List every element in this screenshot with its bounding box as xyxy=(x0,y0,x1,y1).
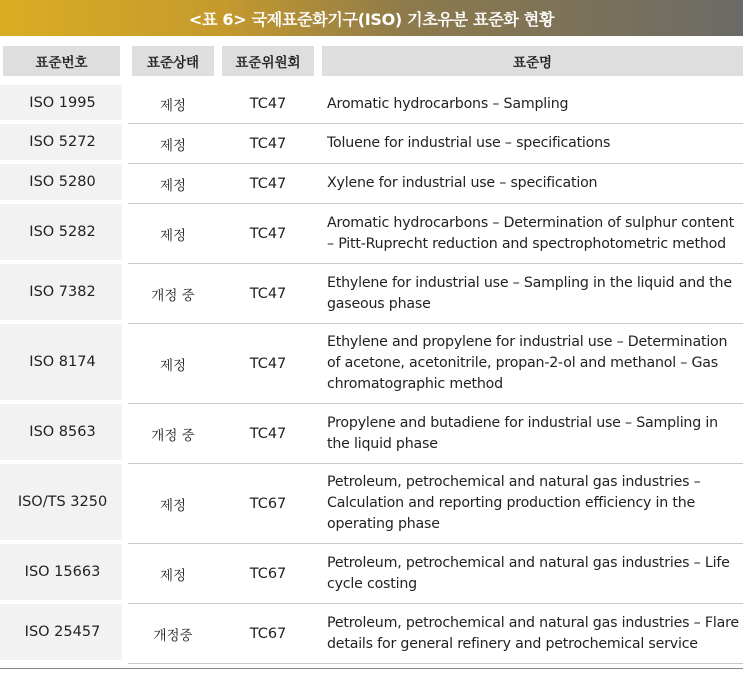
table-row xyxy=(0,85,743,124)
standard-number-cell: ISO 15663 xyxy=(0,544,128,604)
header-committee: 표준위원회 xyxy=(218,45,318,85)
committee-cell: TC67 xyxy=(218,544,318,604)
standard-status-cell: 개정 중 xyxy=(128,404,218,464)
standard-name-cell: Petroleum, petrochemical and natural gas industries – Flare details for general refinery and petrochemical service xyxy=(318,604,743,664)
standard-number-cell: ISO 5280 xyxy=(0,164,128,204)
table-row xyxy=(0,164,743,204)
standard-status-cell: 제정 xyxy=(128,544,218,604)
standard-name-cell: Propylene and butadiene for industrial use – Sampling in the liquid phase xyxy=(318,404,743,464)
standard-name-cell: Petroleum, petrochemical and natural gas industries – Calculation and reporting production efficiency in the operating phase xyxy=(318,464,743,544)
standard-number-cell: ISO 7382 xyxy=(0,264,128,324)
table-row xyxy=(0,604,743,664)
standard-status-cell: 제정 xyxy=(128,464,218,544)
standard-name-cell: Petroleum, petrochemical and natural gas industries – Life cycle costing xyxy=(318,544,743,604)
table-title-bar xyxy=(0,0,743,36)
table-row xyxy=(0,404,743,464)
standard-status-cell: 제정 xyxy=(128,204,218,264)
table-header-row xyxy=(0,45,743,85)
standard-number-cell: ISO/TS 3250 xyxy=(0,464,128,544)
committee-cell: TC67 xyxy=(218,604,318,664)
committee-cell: TC47 xyxy=(218,124,318,164)
standard-status-cell: 제정 xyxy=(128,85,218,124)
standard-status-cell: 제정 xyxy=(128,164,218,204)
iso-standards-table xyxy=(0,45,743,664)
table-row xyxy=(0,204,743,264)
committee-cell: TC47 xyxy=(218,85,318,124)
standard-status-cell: 제정 xyxy=(128,324,218,404)
standard-number-cell: ISO 1995 xyxy=(0,85,128,124)
table-row xyxy=(0,464,743,544)
header-standard-number: 표준번호 xyxy=(0,45,128,85)
header-standard-name: 표준명 xyxy=(318,45,743,85)
table-title: <표 6> 국제표준화기구(ISO) 기초유분 표준화 현황 xyxy=(188,9,555,29)
standard-name-cell: Xylene for industrial use – specification xyxy=(318,164,743,204)
standard-name-cell: Aromatic hydrocarbons – Determination of sulphur content – Pitt-Ruprecht reduction and spectrophotometric method xyxy=(318,204,743,264)
table-row xyxy=(0,324,743,404)
standard-number-cell: ISO 8174 xyxy=(0,324,128,404)
standard-number-cell: ISO 5282 xyxy=(0,204,128,264)
standard-status-cell: 개정 중 xyxy=(128,264,218,324)
standard-status-cell: 개정중 xyxy=(128,604,218,664)
table-row xyxy=(0,124,743,164)
committee-cell: TC47 xyxy=(218,164,318,204)
table-row xyxy=(0,264,743,324)
standard-name-cell: Ethylene for industrial use – Sampling in the liquid and the gaseous phase xyxy=(318,264,743,324)
table-bottom-rule xyxy=(0,668,743,669)
committee-cell: TC47 xyxy=(218,204,318,264)
standard-number-cell: ISO 25457 xyxy=(0,604,128,664)
table-row xyxy=(0,544,743,604)
standard-name-cell: Toluene for industrial use – specifications xyxy=(318,124,743,164)
committee-cell: TC67 xyxy=(218,464,318,544)
committee-cell: TC47 xyxy=(218,404,318,464)
standard-name-cell: Aromatic hydrocarbons – Sampling xyxy=(318,85,743,124)
committee-cell: TC47 xyxy=(218,324,318,404)
committee-cell: TC47 xyxy=(218,264,318,324)
standard-number-cell: ISO 8563 xyxy=(0,404,128,464)
standard-number-cell: ISO 5272 xyxy=(0,124,128,164)
header-standard-status: 표준상태 xyxy=(128,45,218,85)
standard-status-cell: 제정 xyxy=(128,124,218,164)
standard-name-cell: Ethylene and propylene for industrial use – Determination of acetone, acetonitrile, propan-2-ol and methanol – Gas chromatographic method xyxy=(318,324,743,404)
